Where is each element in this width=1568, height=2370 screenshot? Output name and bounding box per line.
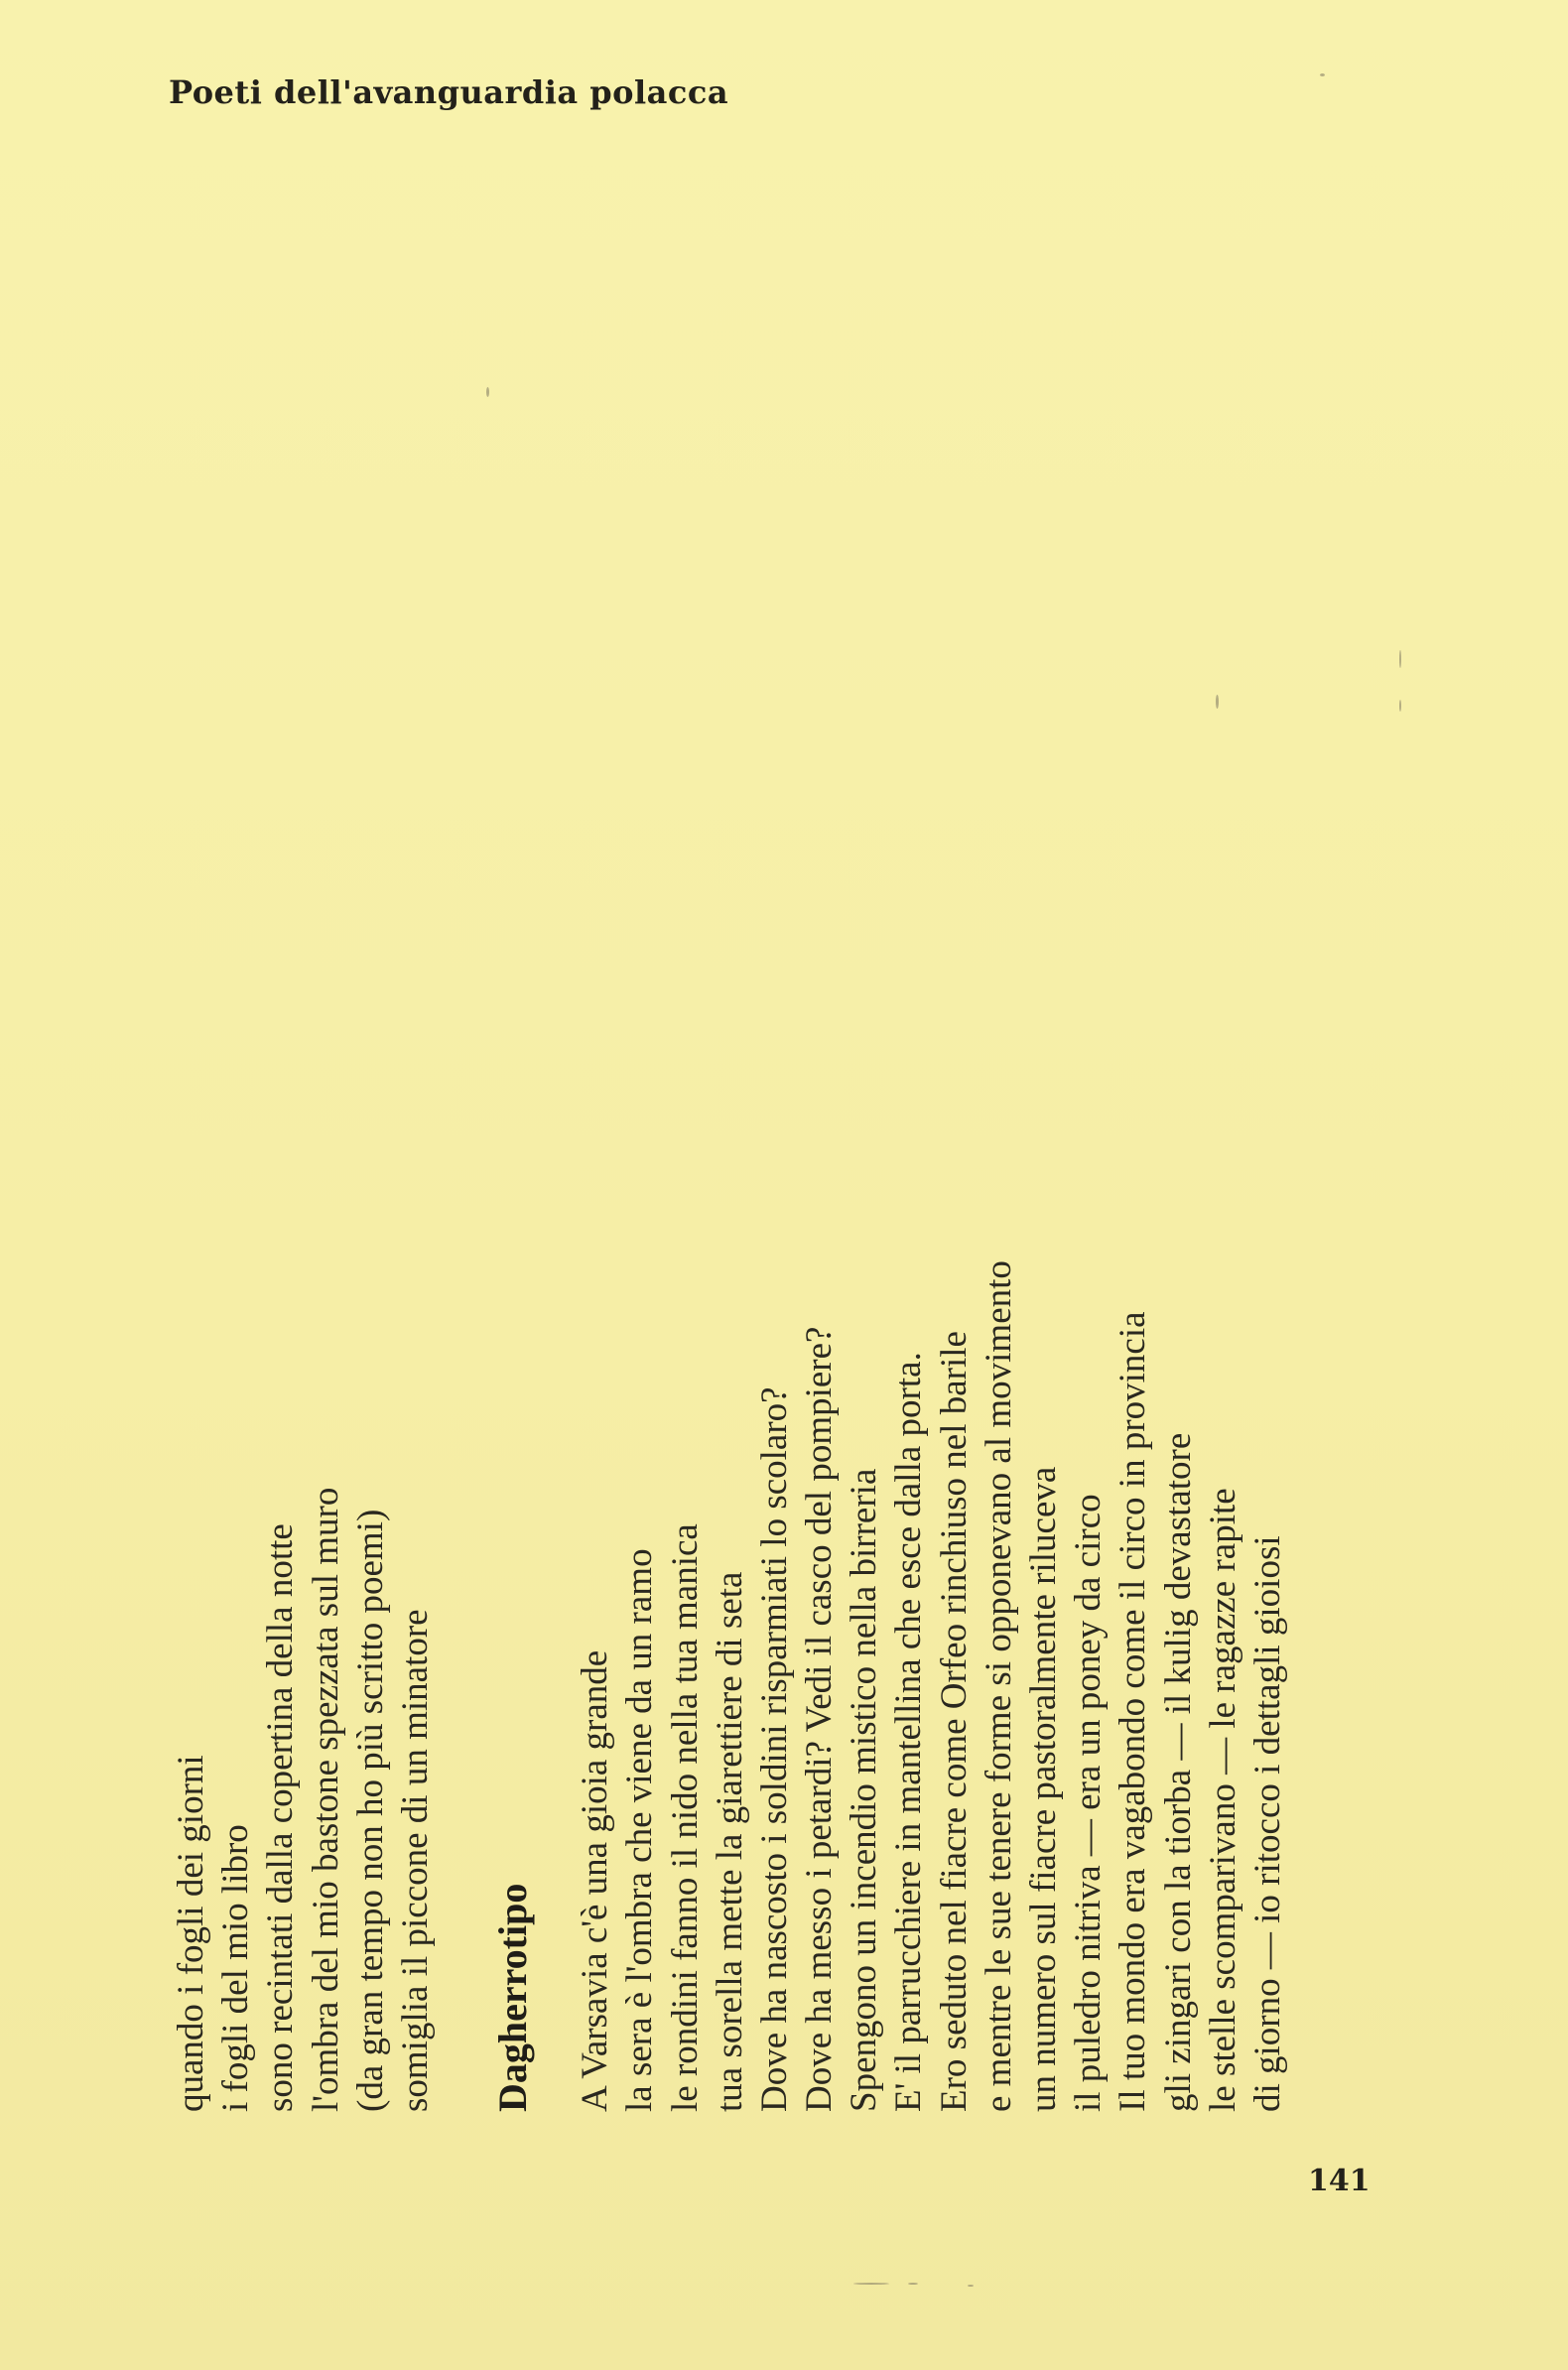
verse-line: Dove ha messo i petardi? Vedi il casco del pompiere? — [799, 1326, 841, 2112]
verse-line: Ero seduto nel fiacre come Orfeo rinchiuso nel barile — [933, 1331, 975, 2112]
verse-line: la sera è l'ombra che viene da un ramo — [619, 1548, 661, 2112]
paper-speck — [853, 2283, 889, 2285]
paper-speck — [1399, 700, 1401, 712]
verse-line: somiglia il piccone di un minatore — [394, 1609, 436, 2112]
verse-line: il puledro nitriva — era un poney da circo — [1068, 1494, 1110, 2112]
opening-stanza — [169, 127, 438, 2112]
poem-title: Dagherrotipo — [490, 1883, 536, 2112]
paper-speck — [486, 387, 489, 397]
verse-line: E' il parrucchiere in mantellina che esce dalla porta. — [888, 1352, 930, 2112]
verse-line: di giorno — io ritocco i dettagli gioiosi — [1246, 1535, 1288, 2112]
verse-line: Il tuo mondo era vagabondo come il circo in provincia — [1112, 1311, 1154, 2112]
paper-speck — [1320, 73, 1325, 76]
verse-line: le rondini fanno il nido nella tua manica — [664, 1523, 706, 2112]
verse-line: A Varsavia c'è una gioia grande — [575, 1649, 616, 2112]
verse-line: i fogli del mio libro — [215, 1824, 257, 2112]
verse-line: Dove ha nascosto i soldini risparmiati lo scolaro? — [753, 1386, 795, 2112]
verse-line: tua sorella mette la giarettiere di seta — [709, 1571, 750, 2112]
verse-line: (da gran tempo non ho più scritto poemi) — [349, 1509, 391, 2112]
verse-line: l'ombra del mio bastone spezzata sul muro — [305, 1487, 346, 2112]
page-number: 141 — [1308, 2164, 1371, 2198]
verse-line: quando i fogli dei giorni — [171, 1755, 211, 2112]
poem-body — [573, 127, 1290, 2112]
paper-speck — [1399, 650, 1401, 668]
rotated-text-column — [169, 127, 1290, 2112]
paper-speck — [968, 2285, 974, 2287]
verse-line: e mentre le sue tenere forme si opponevano al movimento — [978, 1260, 1019, 2112]
verse-line: sono recintati dalla copertina della notte — [260, 1523, 302, 2112]
paper-speck — [908, 2283, 918, 2285]
verse-line: le stelle scomparivano — le ragazze rapite — [1202, 1488, 1243, 2112]
paper-speck — [1216, 695, 1219, 709]
verse-line: Spengono un incendio mistico nella birreria — [844, 1468, 885, 2112]
running-title: Poeti dell'avanguardia polacca — [169, 73, 729, 111]
verse-line: un numero sul fiacre pastoralmente riluceva — [1023, 1466, 1064, 2112]
verse-line: gli zingari con la tiorba — il kulig devastatore — [1157, 1432, 1199, 2112]
